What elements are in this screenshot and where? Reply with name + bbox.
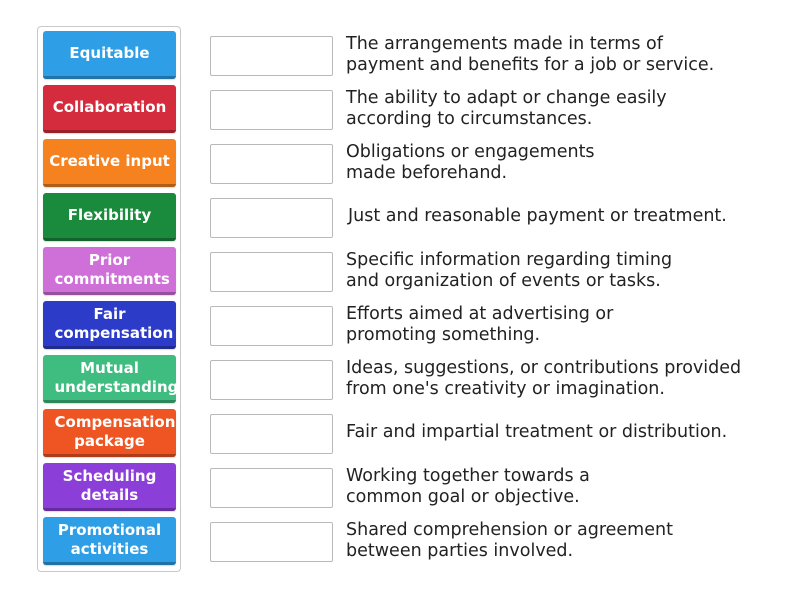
tile-label: Flexibility bbox=[67, 206, 152, 224]
tile-label: Scheduling details bbox=[62, 466, 157, 504]
tile-label: Fair compensation bbox=[54, 304, 174, 342]
tile-label: Equitable bbox=[69, 44, 150, 62]
drop-slot-7[interactable] bbox=[210, 360, 333, 400]
drop-slot-3[interactable] bbox=[210, 144, 333, 184]
definition-text: Just and reasonable payment or treatment. bbox=[348, 206, 727, 227]
definition-1 bbox=[346, 32, 786, 78]
definition-7 bbox=[346, 356, 786, 402]
tile-label: Collaboration bbox=[52, 98, 167, 116]
drop-slot-1[interactable] bbox=[210, 36, 333, 76]
drop-slot-8[interactable] bbox=[210, 414, 333, 454]
tile-mutual-understanding[interactable] bbox=[43, 355, 179, 403]
drop-slot-9[interactable] bbox=[210, 468, 333, 508]
tile-label: Prior commitments bbox=[54, 250, 170, 288]
drop-slot-10[interactable] bbox=[210, 522, 333, 562]
definition-6 bbox=[346, 302, 786, 348]
tile-creative-input[interactable] bbox=[43, 139, 176, 187]
definition-text: Working together towards a common goal or objective. bbox=[346, 465, 590, 507]
tile-collaboration[interactable] bbox=[43, 85, 176, 133]
definition-text: Specific information regarding timing and organization of events or tasks. bbox=[346, 249, 673, 291]
tile-compensation-package[interactable] bbox=[43, 409, 176, 457]
drop-slot-4[interactable] bbox=[210, 198, 333, 238]
definition-3 bbox=[346, 140, 786, 186]
tile-label: Creative input bbox=[49, 152, 170, 170]
definition-10 bbox=[346, 518, 786, 564]
tile-prior-commitments[interactable] bbox=[43, 247, 176, 295]
tile-scheduling-details[interactable] bbox=[43, 463, 176, 511]
tile-promotional-activities[interactable] bbox=[43, 517, 176, 565]
tile-equitable[interactable] bbox=[43, 31, 176, 79]
tile-label: Promotional activities bbox=[57, 520, 162, 558]
definition-9 bbox=[346, 464, 786, 510]
definition-text: The ability to adapt or change easily according to circumstances. bbox=[346, 87, 667, 129]
tile-label: Compensation package bbox=[54, 412, 176, 450]
definition-text: The arrangements made in terms of payment and benefits for a job or service. bbox=[346, 33, 715, 75]
tile-fair-compensation[interactable] bbox=[43, 301, 176, 349]
definition-8 bbox=[346, 410, 786, 456]
drop-slot-5[interactable] bbox=[210, 252, 333, 292]
definition-text: Fair and impartial treatment or distribution. bbox=[346, 422, 728, 443]
drop-slot-2[interactable] bbox=[210, 90, 333, 130]
definition-5 bbox=[346, 248, 786, 294]
definition-text: Efforts aimed at advertising or promoting something. bbox=[346, 303, 614, 345]
definition-text: Obligations or engagements made beforehand. bbox=[346, 141, 595, 183]
tile-label: Mutual understanding bbox=[54, 358, 179, 396]
definition-text: Ideas, suggestions, or contributions provided from one's creativity or imagination. bbox=[346, 357, 742, 399]
definition-4 bbox=[348, 194, 788, 240]
definition-2 bbox=[346, 86, 786, 132]
definition-text: Shared comprehension or agreement between parties involved. bbox=[346, 519, 673, 561]
tile-flexibility[interactable] bbox=[43, 193, 176, 241]
drop-slot-6[interactable] bbox=[210, 306, 333, 346]
